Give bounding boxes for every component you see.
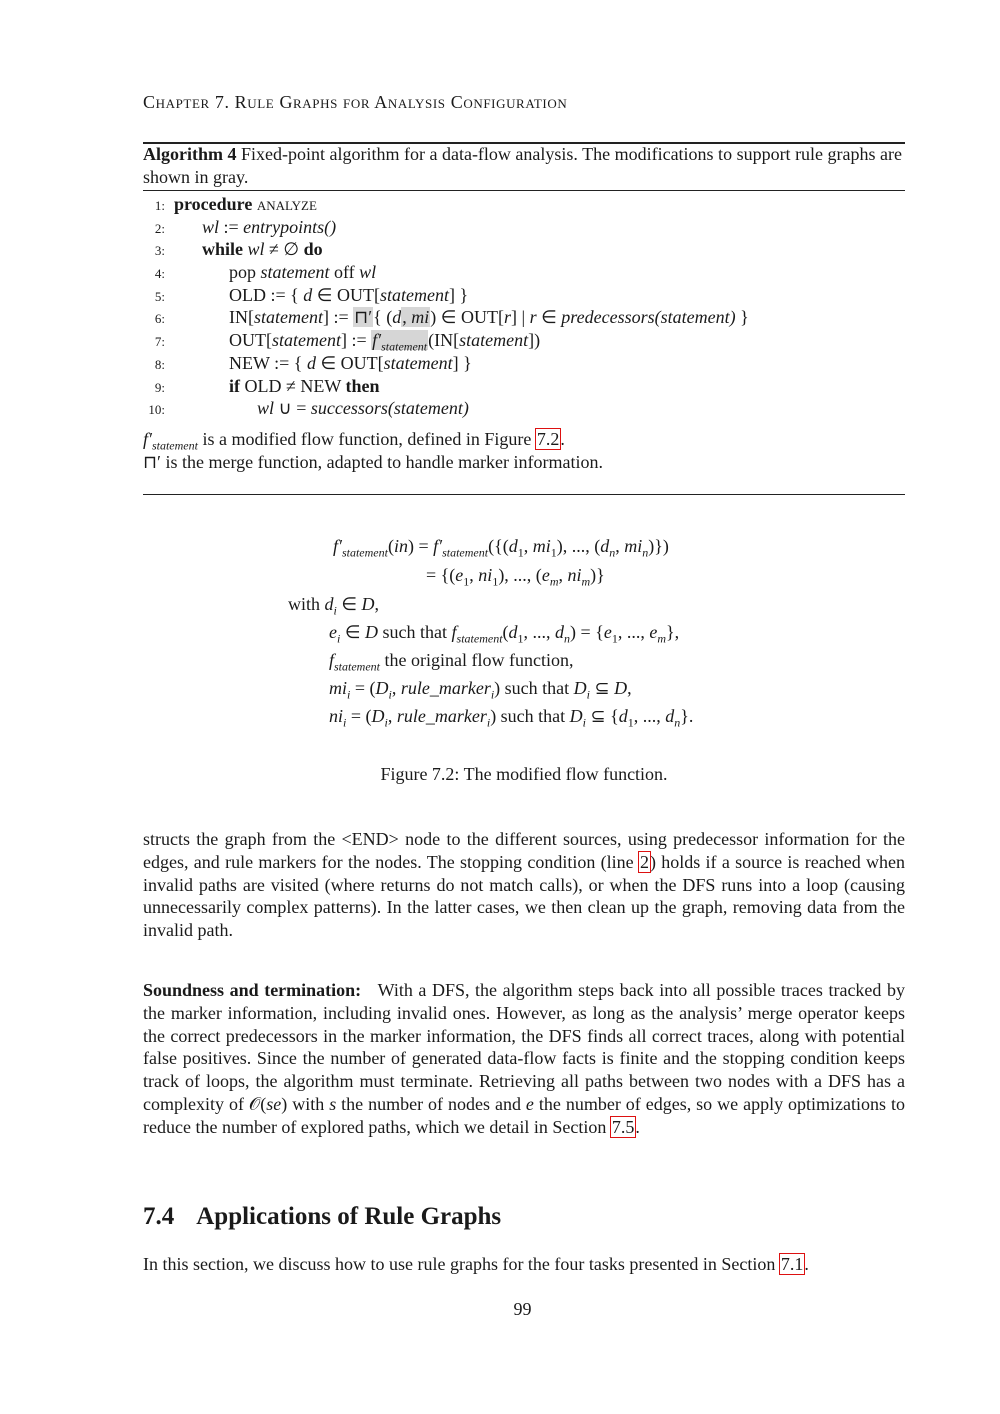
section-ref-link[interactable]: 7.5 bbox=[611, 1116, 635, 1137]
equation-line: $f_{statement}$ the original flow function, bbox=[329, 650, 574, 674]
line-number: 3: bbox=[154, 243, 165, 259]
equation-line: with $d_i$ ∈ D, bbox=[288, 594, 380, 618]
algorithm-line: 6: IN[statement] := ⊓′{ (d, mi) ∈ OUT[r] | r ∈ predecessors(statement) } bbox=[143, 306, 905, 329]
paragraph: In this section, we discuss how to use rule graphs for the four tasks presented in Section 7.1. bbox=[143, 1254, 809, 1274]
algorithm-line: 5: OLD := { d ∈ OUT[statement] } bbox=[143, 284, 905, 307]
algorithm-caption-text: Fixed-point algorithm for a data-flow analysis. The modifications to support rule graphs are shown in gray. bbox=[143, 144, 903, 187]
algorithm-line: 10: wl ∪ = successors(statement) bbox=[143, 397, 905, 420]
paragraph: Soundness and termination: With a DFS, the algorithm steps back into all possible traces tracked by the marker information, including invalid ones. However, as long as the analysis’ merge operator keeps the correct predecessors in the marker information, the DFS finds all correct traces, along with potential false positives. Since the number of generated data-flow facts is finite and the stopping condition keeps track of loops, the algorithm must terminate. Retrieving all paths between two nodes with a DFS has a complexity of 𝒪(se) with s the number of nodes and e the number of edges, so we apply optimizations to reduce the number of explored paths, which we detail in Section 7.5. bbox=[143, 980, 905, 1137]
note-flow-function: is a modified flow function, defined in Figure bbox=[202, 429, 532, 449]
algorithm-line: 4: pop statement off wl bbox=[143, 261, 905, 284]
line-number: 6: bbox=[154, 311, 165, 327]
line-number: 5: bbox=[154, 288, 165, 304]
paragraph-heading: Soundness and termination: bbox=[143, 980, 362, 1000]
page-number: 99 bbox=[513, 1299, 532, 1319]
line-ref-link[interactable]: 2 bbox=[639, 851, 649, 872]
algorithm-body bbox=[143, 193, 905, 420]
equation-line: $f'_{statement}(in) = f'_{statement}(\{(d_1$, $mi_1$), ..., ($d_n$, $mi_n$)}) bbox=[333, 536, 669, 560]
line-number: 9: bbox=[154, 379, 165, 395]
section-ref-link[interactable]: 7.1 bbox=[780, 1254, 804, 1274]
line-number: 10: bbox=[148, 402, 165, 418]
algorithm-line: 9: if OLD ≠ NEW then bbox=[143, 375, 905, 398]
section-title: Applications of Rule Graphs bbox=[196, 1203, 502, 1230]
line-number: 7: bbox=[154, 334, 165, 350]
paragraph: structs the graph from the <END> node to the different sources, using predecessor information for the edges, and rule markers for the nodes. The stopping condition (line 2) holds if a source is reached when invalid paths are visited (where returns do not match calls), or when the DFS runs into a loop (causing unnecessarily complex patterns). In the latter cases, we then clean up the graph, removing data from the invalid path. bbox=[143, 829, 905, 941]
equation-line: $ni_i = (D_i$, rule_marker$_i$) such that $D_i$ ⊆ {$d_1$, ..., $d_n$}. bbox=[329, 706, 694, 730]
algorithm-caption-rule bbox=[143, 190, 905, 191]
line-number: 8: bbox=[154, 356, 165, 372]
algorithm-line: 7: OUT[statement] := $f'_{statement}(IN[statement])$ bbox=[143, 329, 905, 352]
algorithm-label: Algorithm 4 bbox=[143, 144, 237, 164]
note-merge-function: is the merge function, adapted to handle marker information. bbox=[165, 452, 604, 472]
line-number: 4: bbox=[154, 266, 165, 282]
algorithm-line: 8: NEW := { d ∈ OUT[statement] } bbox=[143, 352, 905, 375]
equation-line: $e_i$ ∈ D such that $f_{statement}(d_1$, ..., $d_n) = \{e_1$, ..., $e_m$}, bbox=[329, 622, 680, 646]
algorithm-line: 3: while wl ≠ ∅ do bbox=[143, 238, 905, 261]
algorithm-line: 2: wl := entrypoints() bbox=[143, 216, 905, 239]
algorithm-notes: $f'_{statement}$ is a modified flow function, defined in Figure 7.2. ⊓′ is the merge function, adapted to handle marker information. bbox=[143, 429, 604, 472]
running-header: Chapter 7. Rule Graphs for Analysis Configuration bbox=[143, 92, 568, 112]
equation-line: = {($e_1$, $ni_1$), ..., ($e_m$, $ni_m$)} bbox=[426, 565, 605, 589]
line-number: 2: bbox=[154, 220, 165, 236]
figure-caption: Figure 7.2: The modified flow function. bbox=[380, 764, 668, 784]
algorithm-caption bbox=[143, 143, 905, 189]
algorithm-line: 1: procedure analyze bbox=[143, 193, 905, 216]
figure-ref-link[interactable]: 7.2 bbox=[536, 429, 560, 449]
section-number: 7.4 bbox=[143, 1203, 175, 1230]
line-number: 1: bbox=[154, 198, 165, 213]
algorithm-bottom-rule bbox=[143, 494, 905, 495]
section-heading bbox=[143, 1203, 501, 1231]
equation-line: $mi_i = (D_i$, rule_marker$_i$) such that $D_i$ ⊆ D, bbox=[329, 678, 632, 702]
